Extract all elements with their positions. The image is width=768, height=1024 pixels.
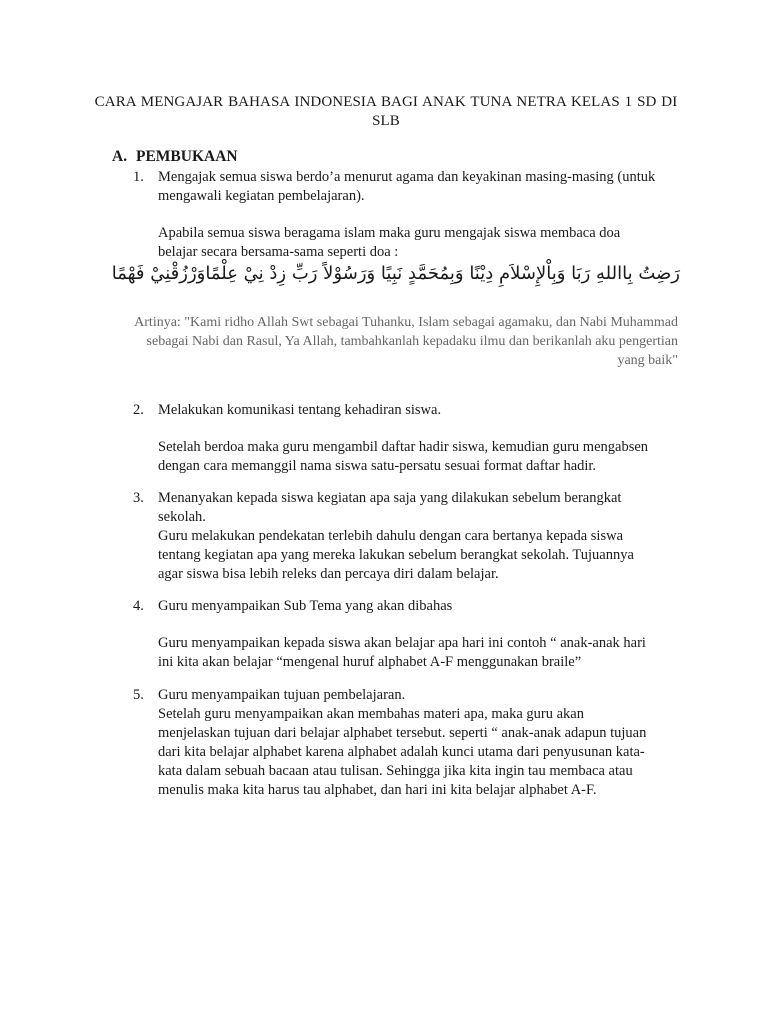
item-text: ini kita akan belajar “mengenal huruf alphabet A-F menggunakan braile”: [158, 654, 582, 670]
prayer-translation: [84, 313, 678, 370]
list-item-body: [158, 489, 693, 584]
title-line-1: CARA MENGAJAR BAHASA INDONESIA BAGI ANAK TUNA NETRA KELAS 1 SD DI: [94, 94, 678, 110]
item-text: Melakukan komunikasi tentang kehadiran siswa.: [158, 402, 442, 418]
item-text: Guru menyampaikan kepada siswa akan belajar apa hari ini contoh “ anak-anak hari: [158, 635, 646, 651]
list-item-body: [158, 168, 693, 262]
list-item-body: [158, 401, 693, 476]
list-number: 4.: [133, 598, 144, 614]
item-text: menulis maka kita harus tau alphabet, dan hari ini kita belajar alphabet A-F.: [158, 782, 597, 798]
item-text: Guru menyampaikan tujuan pembelajaran.: [158, 687, 406, 703]
item-text: agar siswa bisa lebih releks dan percaya diri dalam belajar.: [158, 566, 499, 582]
list-item-5: [133, 686, 693, 800]
list-number: 5.: [133, 687, 144, 703]
list-number: 1.: [133, 169, 144, 185]
translation-line: sebagai Nabi dan Rasul, Ya Allah, tambahkanlah kepadaku ilmu dan berikanlah aku pengertian: [146, 334, 678, 349]
list-item-4: [133, 597, 693, 672]
translation-line: yang baik": [617, 353, 678, 368]
item-text: Guru menyampaikan Sub Tema yang akan dibahas: [158, 598, 453, 614]
item-text: sekolah.: [158, 509, 206, 525]
item-text: Apabila semua siswa beragama islam maka guru mengajak siswa membaca doa: [158, 225, 621, 241]
section-heading: [112, 148, 238, 166]
translation-line: Artinya: "Kami ridho Allah Swt sebagai Tuhanku, Islam sebagai agamaku, dan Nabi Muhammad: [134, 315, 678, 330]
list-item-3: [133, 489, 693, 584]
item-text: Setelah guru menyampaikan akan membahas materi apa, maka guru akan: [158, 706, 584, 722]
title-line-2: SLB: [372, 113, 400, 129]
item-text: Mengajak semua siswa berdo’a menurut agama dan keyakinan masing-masing (untuk: [158, 169, 656, 185]
list-item-body: [158, 686, 693, 800]
list-item-1: [133, 168, 693, 262]
item-text: Menanyakan kepada siswa kegiatan apa saja yang dilakukan sebelum berangkat: [158, 490, 622, 506]
item-text: belajar secara bersama-sama seperti doa :: [158, 244, 399, 260]
list-number: 3.: [133, 490, 144, 506]
item-text: mengawali kegiatan pembelajaran).: [158, 188, 365, 204]
item-text: menjelaskan tujuan dari belajar alphabet tersebut. seperti “ anak-anak adapun tujuan: [158, 725, 647, 741]
list-item-2: [133, 401, 693, 476]
item-text: kata dalam sebuah bacaan atau tulisan. Sehingga jika kita ingin tau membaca atau: [158, 763, 633, 779]
item-text: Setelah berdoa maka guru mengambil daftar hadir siswa, kemudian guru mengabsen: [158, 439, 649, 455]
item-text: dari kita belajar alphabet karena alphabet adalah kunci utama dari penyusunan kata-: [158, 744, 645, 760]
item-text: dengan cara memanggil nama siswa satu-persatu sesuai format daftar hadir.: [158, 458, 597, 474]
item-text: Guru melakukan pendekatan terlebih dahulu dengan cara bertanya kepada siswa: [158, 528, 624, 544]
document-title: [80, 93, 692, 131]
arabic-prayer: رَضِتُ بِااللهِ رَبَا وَبِاْلإِسْلاَمِ دِيْنًا وَبِمُحَمَّدٍ نَبِيًا وَرَسُوْلاً رَبِّ زِدْ نِيْ عِلْمًاوَرْزُقْنِيْ فَهْمًا: [111, 263, 680, 284]
list-number: 2.: [133, 402, 144, 418]
section-letter: A.: [112, 148, 128, 165]
section-title: PEMBUKAAN: [136, 148, 238, 165]
item-text: tentang kegiatan apa yang mereka lakukan sebelum berangkat sekolah. Tujuannya: [158, 547, 634, 563]
list-item-body: [158, 597, 693, 672]
